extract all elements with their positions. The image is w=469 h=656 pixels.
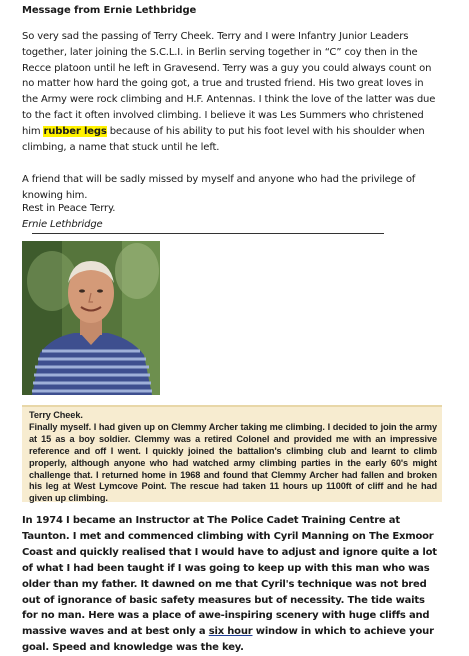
signature-name: Ernie Lethbridge <box>22 219 103 230</box>
clipping-body: Finally myself. I had given up on Clemmy Archer taking me climbing. I decided to join the army at 15 as a boy soldier. Clemmy was a retired Colonel and provided me with an impressive reference and off I went. I quickly joined the battalion's climbing club and learnt to climb properly, although anyone who had watched army climbing parties in the early 60's might challenge that. I returned home in 1968 and found that Clemmy Archer had fallen and broken his leg at West Lymcove Point. The rescue had taken 11 hours up 1100ft of cliff and he had given up climbing. <box>29 421 437 504</box>
farewell-paragraph: A friend that will be sadly missed by myself and anyone who had the privilege of knowing him. <box>22 174 416 201</box>
rest-in-peace-line: Rest in Peace Terry. <box>22 203 116 214</box>
highlighted-nickname: rubber legs <box>43 125 107 137</box>
story-paragraph <box>22 513 442 656</box>
portrait-illustration <box>22 241 160 395</box>
underlined-phrase: six hour <box>208 626 253 638</box>
tribute-paragraph <box>22 29 442 155</box>
clipping-title: Terry Cheek. <box>29 410 83 420</box>
tribute-text: So very sad the passing of Terry Cheek. Terry and I were Infantry Junior Leaders together, later joining the S.C.L.I. in Berlin serving together in “C” coy then in the Recce platoon until he left in Gravesend. Terry was a guy you could always count on no matter how hard the going got, a true and trusted friend. His two great loves in the Army were rock climbing and H.F. Antennas. I think the love of the latter was due to the fact it often involved climbing. I believe it was Les Summers who christened him <box>22 31 436 137</box>
newspaper-clipping <box>22 405 442 502</box>
story-text-end: window in which to achieve your goal. Speed and knowledge was the key. <box>22 626 434 654</box>
message-title: Message from Ernie Lethbridge <box>22 5 197 16</box>
story-text: In 1974 I became an Instructor at The Police Cadet Training Centre at Taunton. I met and commenced climbing with Cyril Manning on The Exmoor Coast and quickly realised that I would have to adjust and ignore quite a lot of what I had been taught if I was going to keep up with this man who was older than my father. It dawned on me that Cyril's technique was not bred out of ignorance of basic safety measures but of necessity. The tide waits for no man. Here was a place of awe-inspiring scenery with huge cliffs and massive waves and at best only a <box>22 515 437 638</box>
portrait-photo <box>22 241 160 395</box>
signature-divider <box>32 233 384 234</box>
tribute-text-end: because of his ability to put his foot level with his shoulder when climbing, a name that stuck until he left. <box>22 125 425 153</box>
